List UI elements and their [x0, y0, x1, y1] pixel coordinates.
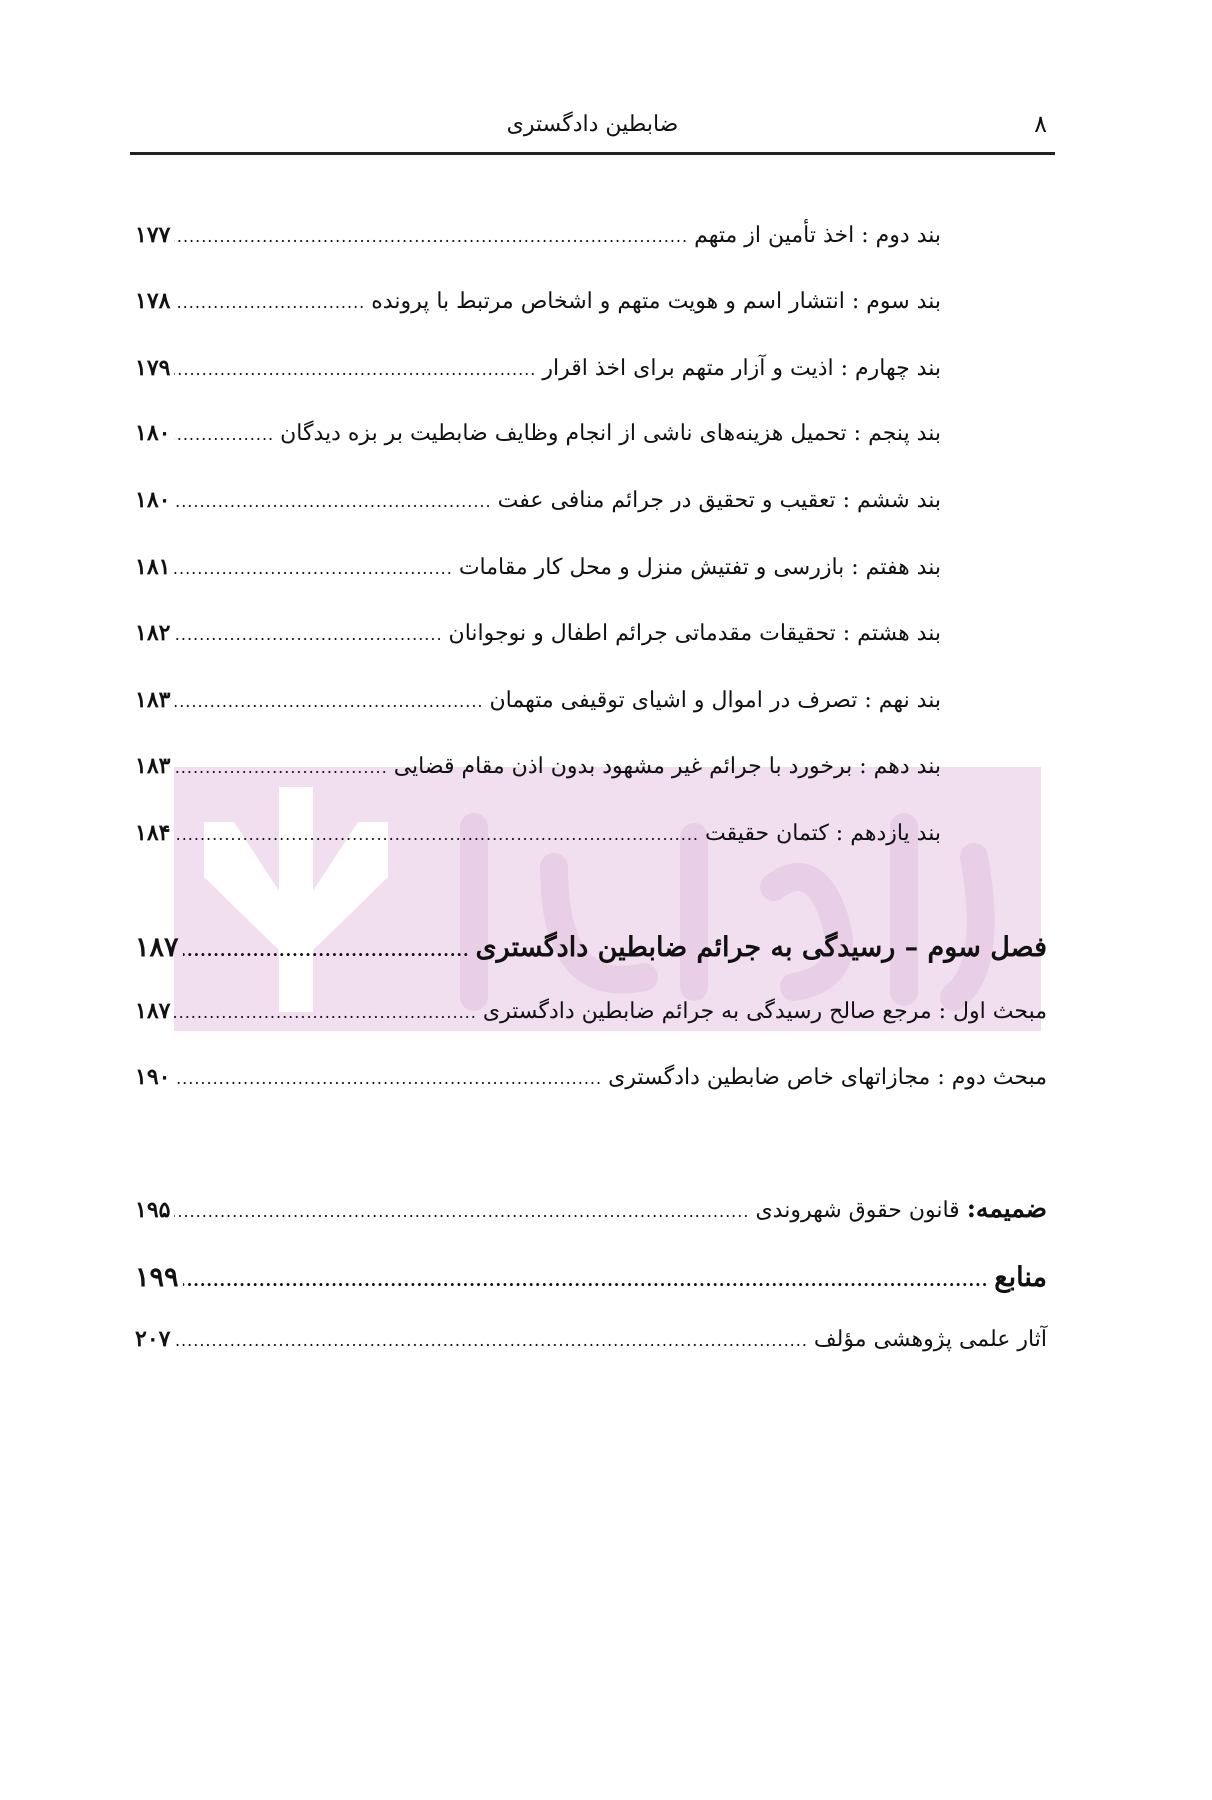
dot-leader: [174, 425, 274, 444]
dot-leader: [174, 559, 452, 578]
sources-title: منابع: [994, 1262, 1047, 1293]
dot-leader: [183, 1271, 989, 1290]
dot-leader: [174, 293, 365, 312]
toc-entry[interactable]: [135, 487, 941, 513]
entry-page: ۱۸۰: [135, 420, 171, 446]
watermark-logo: [174, 767, 1041, 1031]
entry-page: ۱۸۳: [135, 687, 171, 713]
entry-title: بند سوم : انتشار اسم و هویت متهم و اشخاص مرتبط با پرونده: [371, 289, 941, 314]
toc-entry[interactable]: [135, 355, 941, 381]
appendix-page: ۱۹۵: [135, 1197, 171, 1223]
entry-title: بند هشتم : تحقیقات مقدماتی جرائم اطفال و نوجوانان: [448, 621, 941, 646]
toc-sources[interactable]: [135, 1262, 1047, 1293]
section-page: ۱۸۷: [135, 998, 171, 1024]
toc-chapter[interactable]: [135, 932, 1047, 963]
entry-page: ۱۸۲: [135, 620, 171, 646]
toc-entry[interactable]: [135, 222, 941, 248]
dot-leader: [174, 625, 442, 644]
author-works-page: ۲۰۷: [135, 1326, 171, 1352]
entry-title: بند چهارم : اذیت و آزار متهم برای اخذ اقرار: [542, 356, 941, 381]
entry-page: ۱۸۴: [135, 820, 171, 846]
toc-author-works[interactable]: [135, 1326, 1047, 1352]
entry-title: بند ششم : تعقیب و تحقیق در جرائم منافی عفت: [497, 488, 941, 513]
entry-title: بند هفتم : بازرسی و تفتیش منزل و محل کار مقامات: [458, 555, 941, 580]
entry-page: ۱۸۰: [135, 487, 171, 513]
toc-section[interactable]: [135, 1064, 1047, 1090]
header-title: ضابطین دادگستری: [506, 112, 679, 137]
appendix-label: ضمیمه:: [966, 1194, 1047, 1223]
section-title: مبحث اول : مرجع صالح رسیدگی به جرائم ضابطین دادگستری: [482, 999, 1047, 1024]
dot-leader: [174, 1202, 749, 1221]
appendix-title: قانون حقوق شهروندی: [755, 1198, 960, 1223]
dot-leader: [183, 941, 470, 960]
tree-logo-icon: [174, 767, 1041, 1031]
dot-leader: [174, 825, 699, 844]
dot-leader: [174, 758, 387, 777]
dot-leader: [174, 360, 536, 379]
entry-page: ۱۸۱: [135, 554, 171, 580]
toc-entry[interactable]: [135, 554, 941, 580]
entry-page: ۱۸۳: [135, 753, 171, 779]
page-number: ۸: [1034, 110, 1047, 138]
entry-page: ۱۷۹: [135, 355, 171, 381]
toc-entry[interactable]: [135, 620, 941, 646]
toc-entry[interactable]: [135, 420, 941, 446]
author-works-title: آثار علمی پژوهشی مؤلف: [813, 1327, 1047, 1352]
entry-title: بند دوم : اخذ تأمین از متهم: [694, 223, 941, 248]
running-header: [130, 100, 1055, 155]
dot-leader: [174, 227, 688, 246]
entry-title: بند دهم : برخورد با جرائم غیر مشهود بدون اذن مقام قضایی: [393, 754, 941, 779]
toc-entry[interactable]: [135, 288, 941, 314]
toc-entry[interactable]: [135, 820, 941, 846]
toc-entry[interactable]: [135, 753, 941, 779]
section-page: ۱۹۰: [135, 1064, 171, 1090]
sources-page: ۱۹۹: [135, 1262, 179, 1293]
section-title: مبحث دوم : مجازاتهای خاص ضابطین دادگستری: [608, 1065, 1047, 1090]
toc-appendix[interactable]: [135, 1194, 1047, 1223]
entry-page: ۱۷۷: [135, 222, 171, 248]
dot-leader: [174, 1331, 807, 1350]
toc-entry[interactable]: [135, 687, 941, 713]
dot-leader: [174, 1003, 476, 1022]
chapter-title: فصل سوم – رسیدگی به جرائم ضابطین دادگستری: [475, 932, 1047, 963]
entry-title: بند پنجم : تحمیل هزینه‌های ناشی از انجام وظایف ضابطیت بر بزه دیدگان: [280, 421, 941, 446]
dot-leader: [174, 1069, 602, 1088]
chapter-page: ۱۸۷: [135, 932, 179, 963]
dot-leader: [174, 492, 491, 511]
entry-title: بند نهم : تصرف در اموال و اشیای توقیفی متهمان: [489, 688, 941, 713]
toc-section[interactable]: [135, 998, 1047, 1024]
entry-title: بند یازدهم : کتمان حقیقت: [705, 821, 941, 846]
entry-page: ۱۷۸: [135, 288, 171, 314]
dot-leader: [174, 692, 483, 711]
